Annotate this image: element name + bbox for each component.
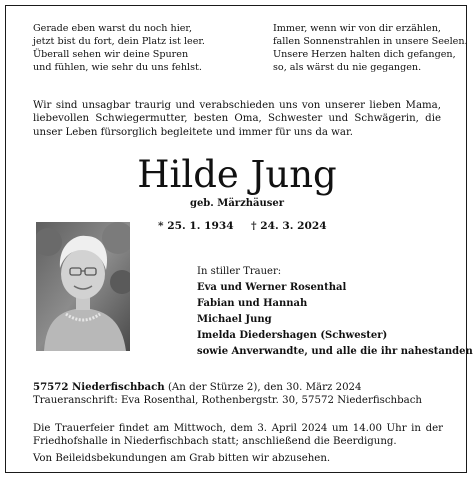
condolence-note: Von Beileidsbekundungen am Grab bitten wir abzusehen.: [33, 453, 331, 464]
death-date: † 24. 3. 2024: [251, 220, 327, 232]
poem-line: jetzt bist du fort, dein Platz ist leer.: [33, 36, 205, 47]
service-info: Die Trauerfeier findet am Mittwoch, dem 3. April 2024 um 14.00 Uhr in der Friedhofshalle in Niederfischbach statt; anschließend die Beerdigung.: [33, 423, 443, 448]
place-and-date: [33, 381, 362, 393]
poem-line: Gerade eben warst du noch hier,: [33, 23, 193, 34]
mourner-name: Eva und Werner Rosenthal: [197, 282, 347, 293]
place-rest: (An der Stürze 2), den 30. März 2024: [164, 382, 362, 393]
mourner-name: Imelda Diedershagen (Schwester): [197, 330, 388, 341]
poem-right: [273, 22, 468, 74]
birth-date: * 25. 1. 1934: [158, 220, 234, 232]
poem-line: fallen Sonnenstrahlen in unsere Seelen.: [273, 36, 468, 47]
maiden-name: geb. Märzhäuser: [189, 198, 285, 209]
poem-left: [33, 22, 205, 74]
place-bold: 57572 Niederfischbach: [33, 381, 165, 393]
mourner-name: Michael Jung: [197, 314, 272, 325]
mourner-name: sowie Anverwandte, und alle die ihr nahestanden: [197, 346, 473, 357]
portrait-image: [36, 222, 130, 351]
poem-line: Immer, wenn wir von dir erzählen,: [273, 23, 441, 34]
poem-line: und fühlen, wie sehr du uns fehlst.: [33, 62, 202, 73]
mourning-heading: In stiller Trauer:: [197, 266, 282, 277]
poem-line: so, als wärst du nie gegangen.: [273, 62, 422, 73]
poem-line: Überall sehen wir deine Spuren: [33, 49, 189, 60]
intro-text: Wir sind unsagbar traurig und verabschieden uns von unserer lieben Mama, liebevollen Schwiegermutter, besten Oma, Schwester und Schwägerin, die unser Leben fürsorglich begleitete und immer für uns da war.: [33, 100, 441, 138]
mourner-name: Fabian und Hannah: [197, 298, 308, 309]
portrait-photo: [36, 222, 130, 351]
mourning-address: Traueranschrift: Eva Rosenthal, Rothenbergstr. 30, 57572 Niederfischbach: [33, 395, 422, 406]
poem-line: Unsere Herzen halten dich gefangen,: [273, 49, 456, 60]
mourners-block: [197, 264, 473, 360]
deceased-name: Hilde Jung: [137, 153, 337, 196]
